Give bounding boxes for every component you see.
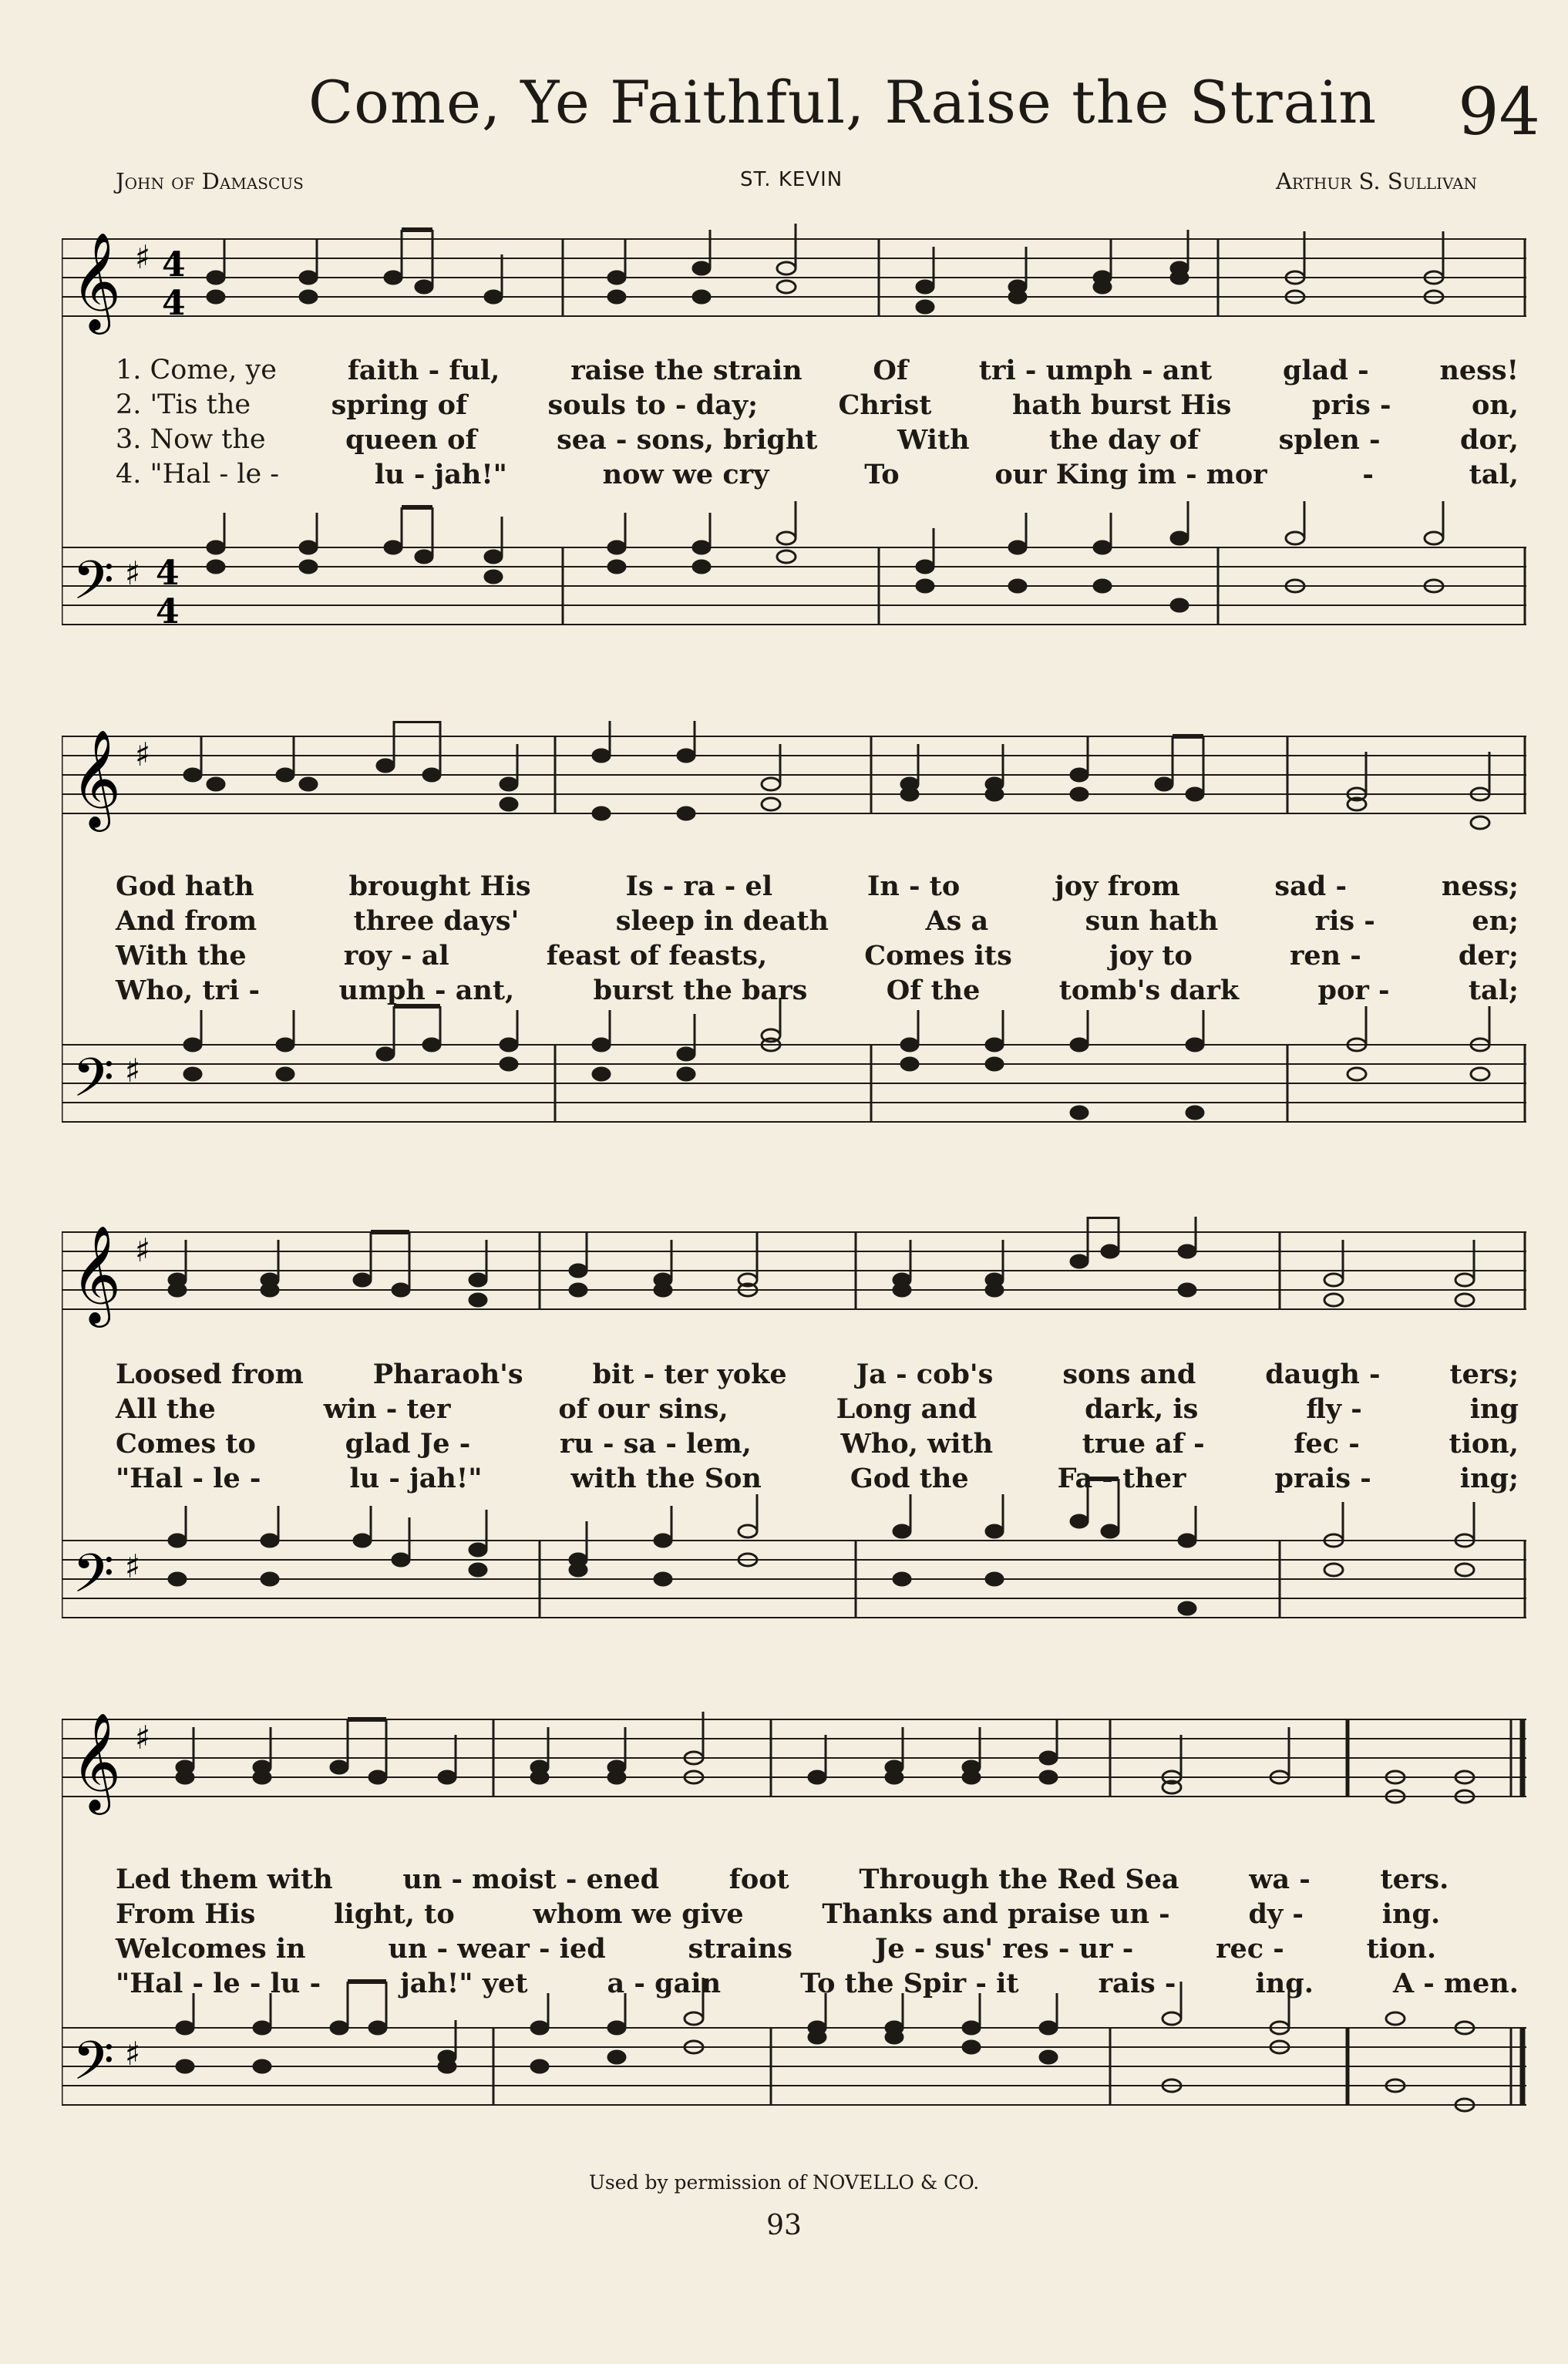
bass-clef-icon: 𝄢 xyxy=(72,549,115,625)
treble-staff xyxy=(62,239,1526,316)
lyric-line: 2. 'Tis the spring of souls to - day; Christ hath burst His pris - on, xyxy=(116,389,1519,421)
bass-staff xyxy=(62,1541,1526,1618)
bass-staff xyxy=(62,1045,1526,1122)
bass-clef-icon: 𝄢 xyxy=(72,1046,115,1122)
lyric-line: Led them with un - moist - ened foot Through the Red Sea wa - ters. xyxy=(116,1864,1449,1895)
sharp-icon: ♯ xyxy=(125,1547,141,1585)
time-signature-top: 4 xyxy=(162,245,186,285)
lyric-line: Loosed from Pharaoh's bit - ter yoke Ja - cob's sons and daugh - ters; xyxy=(116,1359,1519,1390)
treble-clef-icon: 𝄞 xyxy=(71,1224,122,1323)
treble-clef-icon: 𝄞 xyxy=(71,729,122,827)
lyric-line: All the win - ter of our sins, Long and dark, is fly - ing xyxy=(116,1393,1519,1425)
sharp-icon: ♯ xyxy=(135,1231,151,1269)
hymn-number: 94 xyxy=(1458,74,1540,150)
lyrics-system-1 xyxy=(116,353,1519,492)
bass-clef-icon: 𝄢 xyxy=(72,1542,115,1618)
time-signature-bottom: 4 xyxy=(162,284,186,323)
lyric-line: "Hal - le - lu - jah!" yet a - gain To the Spir - it rais - ing. A - men. xyxy=(116,1968,1519,1999)
sharp-icon: ♯ xyxy=(125,554,141,592)
lyric-line: Welcomes in un - wear - ied strains Je - sus' res - ur - rec - tion. xyxy=(116,1933,1437,1965)
time-signature-top: 4 xyxy=(156,554,180,593)
lyrics-system-3 xyxy=(116,1357,1519,1496)
lyric-line: Comes to glad Je - ru - sa - lem, Who, with true af - fec - tion, xyxy=(116,1428,1519,1460)
composer-credit: Arthur S. Sullivan xyxy=(1275,168,1477,194)
lyric-line: "Hal - le - lu - jah!" with the Son God the Fa - ther prais - ing; xyxy=(116,1463,1519,1494)
permission-note: Used by permission of NOVELLO & CO. xyxy=(588,2171,980,2194)
bass-staff xyxy=(62,2028,1526,2105)
lyric-line: With the roy - al feast of feasts, Comes its joy to ren - der; xyxy=(116,940,1519,972)
lyric-line: 1. Come, ye faith - ful, raise the strain Of tri - umph - ant glad - ness! xyxy=(116,355,1519,386)
lyrics-system-2 xyxy=(116,869,1519,1008)
lyric-line: 4. "Hal - le - lu - jah!" now we cry To our King im - mor - tal, xyxy=(116,459,1519,490)
sharp-icon: ♯ xyxy=(135,736,151,773)
bass-clef-icon: 𝄢 xyxy=(72,2029,115,2105)
treble-staff xyxy=(62,1719,1526,1797)
author-credit: John of Damascus xyxy=(116,168,304,194)
sharp-icon: ♯ xyxy=(135,1719,151,1756)
lyric-line: 3. Now the queen of sea - sons, bright With the day of splen - dor, xyxy=(116,424,1519,456)
lyric-line: From His light, to whom we give Thanks and praise un - dy - ing. xyxy=(116,1898,1441,1930)
hymn-title: Come, Ye Faithful, Raise the Strain xyxy=(308,68,1378,136)
treble-staff xyxy=(62,1232,1526,1309)
lyrics-system-4 xyxy=(116,1862,1519,2001)
bass-notes xyxy=(207,501,1443,611)
sharp-icon: ♯ xyxy=(125,2035,141,2073)
bass-notes xyxy=(184,998,1489,1119)
bass-notes xyxy=(169,1479,1474,1615)
lyric-line: God hath brought His Is - ra - el In - to joy from sad - ness; xyxy=(116,871,1519,902)
sharp-icon: ♯ xyxy=(135,238,151,276)
time-signature-bottom: 4 xyxy=(156,592,180,631)
treble-notes xyxy=(169,1217,1474,1306)
tune-name: ST. KEVIN xyxy=(740,168,843,191)
sharp-icon: ♯ xyxy=(125,1052,141,1089)
treble-clef-icon: 𝄞 xyxy=(71,231,122,330)
lyric-line: And from three days' sleep in death As a sun hath ris - en; xyxy=(116,905,1519,937)
lyric-line: Who, tri - umph - ant, burst the bars Of the tomb's dark por - tal; xyxy=(116,975,1519,1006)
treble-clef-icon: 𝄞 xyxy=(71,1712,122,1810)
treble-notes xyxy=(207,224,1443,313)
page-number: 93 xyxy=(766,2210,802,2241)
